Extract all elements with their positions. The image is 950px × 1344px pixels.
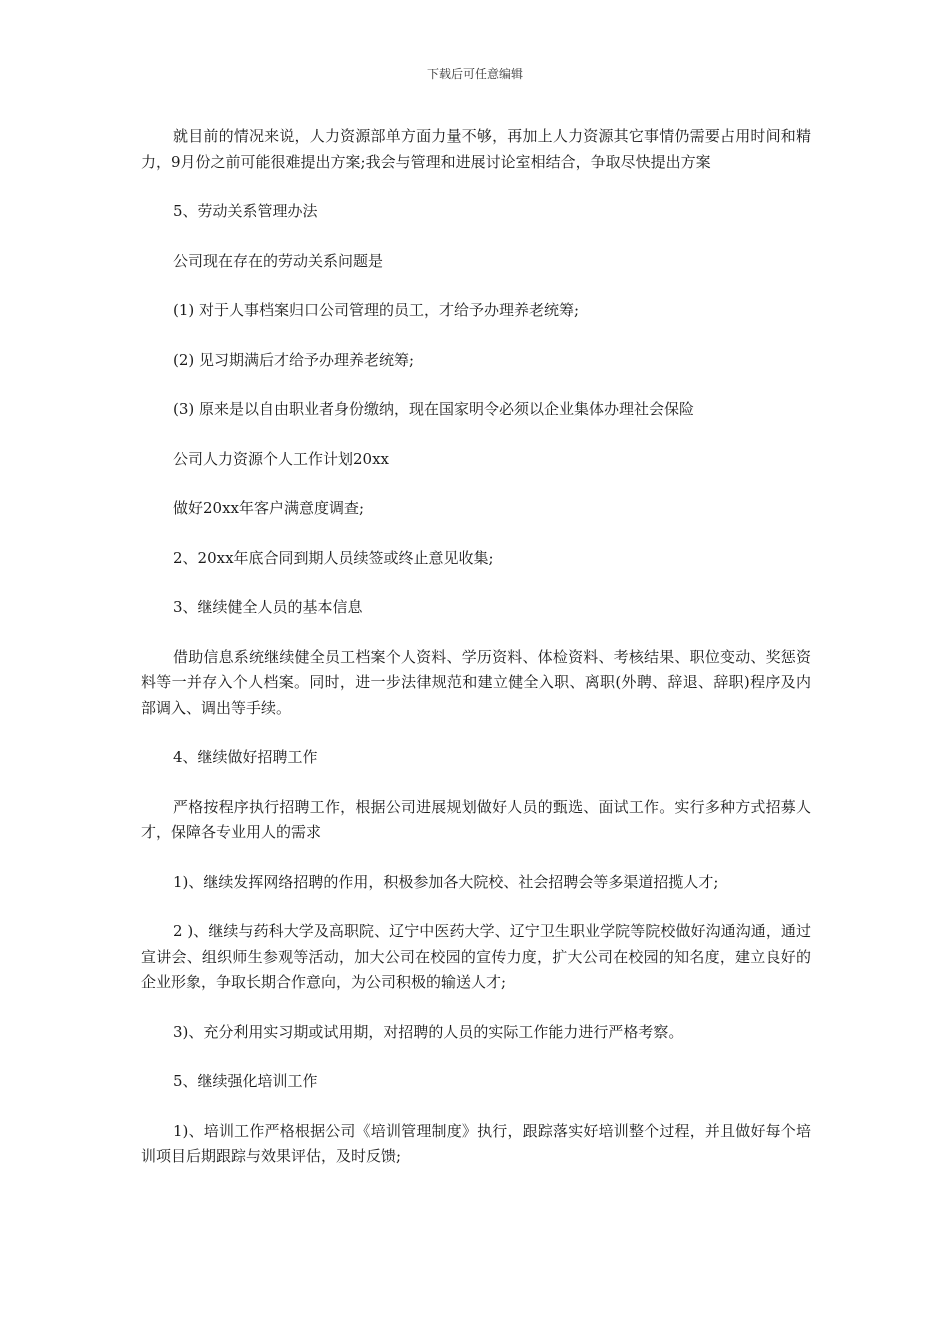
page-header: 下载后可任意编辑 bbox=[426, 67, 523, 81]
list-item: (3) 原来是以自由职业者身份缴纳，现在国家明令必须以企业集体办理社会保险 bbox=[173, 400, 695, 418]
section-heading: 5、劳动关系管理办法 bbox=[173, 202, 318, 220]
section-heading: 4、继续做好招聘工作 bbox=[173, 748, 318, 766]
list-item: 1)、培训工作严格根据公司《培训管理制度》执行，跟踪落实好培训整个过程，并且做好每个培训项目后期跟踪与效果评估，及时反馈; bbox=[141, 1121, 811, 1165]
list-item: 3)、充分利用实习期或试用期，对招聘的人员的实际工作能力进行严格考察。 bbox=[173, 1022, 684, 1041]
document-body bbox=[141, 124, 811, 1194]
paragraph: 借助信息系统继续健全员工档案个人资料、学历资料、体检资料、考核结果、职位变动、奖惩资料等一并存入个人档案。同时，进一步法律规范和建立健全入职、离职(外聘、辞退、辞职)程序及内部调入、调出等手续。 bbox=[141, 647, 811, 717]
paragraph: 就目前的情况来说，人力资源部单方面力量不够，再加上人力资源其它事情仍需要占用时间和精力，9月份之前可能很难提出方案;我会与管理和进展讨论室相结合，争取尽快提出方案 bbox=[141, 127, 811, 171]
list-item: (2) 见习期满后才给予办理养老统筹; bbox=[173, 350, 415, 369]
list-item: 2 )、继续与药科大学及高职院、辽宁中医药大学、辽宁卫生职业学院等院校做好沟通沟通，通过宣讲会、组织师生参观等活动，加大公司在校园的宣传力度，扩大公司在校园的知名度，建立良好的企业形象，争取长期合作意向，为公司积极的输送人才; bbox=[141, 922, 811, 991]
section-heading: 公司人力资源个人工作计划20xx bbox=[173, 449, 390, 468]
paragraph: 公司现在存在的劳动关系问题是 bbox=[173, 251, 384, 270]
list-item: 1)、继续发挥网络招聘的作用，积极参加各大院校、社会招聘会等多渠道招揽人才; bbox=[173, 872, 719, 891]
section-heading: 3、继续健全人员的基本信息 bbox=[173, 598, 363, 616]
paragraph: 严格按程序执行招聘工作，根据公司进展规划做好人员的甄选、面试工作。实行多种方式招募人才，保障各专业用人的需求 bbox=[141, 797, 811, 841]
list-item: 做好20xx年客户满意度调查; bbox=[173, 499, 365, 517]
list-item: 2、20xx年底合同到期人员续签或终止意见收集; bbox=[173, 548, 494, 567]
list-item: (1) 对于人事档案归口公司管理的员工，才给予办理养老统筹; bbox=[173, 301, 580, 319]
section-heading: 5、继续强化培训工作 bbox=[173, 1072, 318, 1090]
